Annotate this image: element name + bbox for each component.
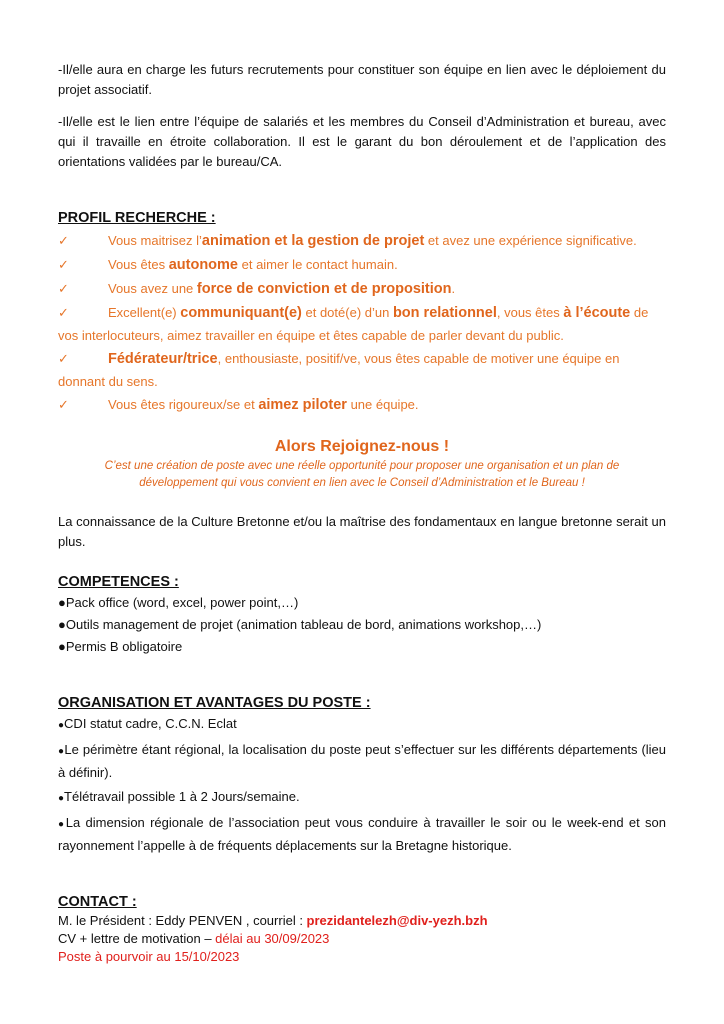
- bullet-icon: ●: [58, 617, 66, 632]
- profil-item-continuation: donnant du sens.: [58, 374, 158, 389]
- list-item: ●Permis B obligatoire: [58, 639, 183, 654]
- checkmark-icon: ✓: [58, 351, 69, 366]
- list-item: ●Outils management de projet (animation tableau de bord, animations workshop,…): [58, 617, 542, 632]
- profil-item: ✓ Vous avez une force de conviction et de proposition.: [58, 277, 666, 301]
- checkmark-icon: ✓: [58, 305, 69, 320]
- intro-paragraph-2: -Il/elle est le lien entre l’équipe de salariés et les membres du Conseil d’Administration et bureau, avec qui il travaille en étroite collaboration. Il est le garant du bon déroulement et de l’application des orientations validées par le bureau/CA.: [58, 114, 666, 169]
- list-item: ●Télétravail possible 1 à 2 Jours/semaine.: [58, 789, 300, 804]
- profil-item: ✓ Vous êtes autonome et aimer le contact humain.: [58, 253, 666, 277]
- checkmark-icon: ✓: [58, 397, 69, 412]
- cta-title: Alors Rejoignez-nous !: [274, 438, 450, 455]
- list-item: ●La dimension régionale de l’association peut vous conduire à travailler le soir ou le week-end et son rayonnement l’appelle à de fréquents déplacements sur la Bretagne historique.: [58, 815, 667, 853]
- checkmark-icon: ✓: [58, 257, 69, 272]
- bullet-icon: ●: [58, 720, 65, 731]
- bullet-icon: ●: [58, 793, 65, 804]
- deadline: délai au 30/09/2023: [215, 931, 330, 946]
- organisation-heading: ORGANISATION ET AVANTAGES DU POSTE :: [58, 695, 371, 711]
- list-item: ●Le périmètre étant régional, la localisation du poste peut s’effectuer sur les différents départements (lieu à définir).: [58, 742, 667, 780]
- intro-paragraph-1: -Il/elle aura en charge les futurs recrutements pour constituer son équipe en lien avec le déploiement du projet associatif.: [58, 62, 666, 97]
- profil-heading: PROFIL RECHERCHE :: [58, 210, 216, 226]
- document-page: [58, 60, 666, 966]
- cta-line-2: développement qui vous convient en lien avec le Conseil d’Administration et le Bureau !: [139, 477, 585, 489]
- contact-line-2: CV + lettre de motivation – délai au 30/09/2023: [58, 931, 330, 946]
- contact-email: prezidantelezh@div-yezh.bzh: [306, 913, 488, 928]
- list-item: ●CDI statut cadre, C.C.N. Eclat: [58, 716, 237, 731]
- bullet-icon: ●: [58, 595, 66, 610]
- bullet-icon: ●: [58, 819, 66, 830]
- profil-item: ✓ Excellent(e) communiquant(e) et doté(e) d’un bon relationnel, vous êtes à l’écoute de: [58, 301, 666, 325]
- list-item: ●Pack office (word, excel, power point,…): [58, 595, 299, 610]
- profil-item: ✓ Vous maitrisez l’animation et la gestion de projet et avez une expérience significative.: [58, 229, 666, 253]
- bullet-icon: ●: [58, 639, 66, 654]
- contact-heading: CONTACT :: [58, 894, 137, 910]
- organisation-list: [58, 713, 666, 856]
- bullet-icon: ●: [58, 746, 65, 757]
- checkmark-icon: ✓: [58, 281, 69, 296]
- start-date: Poste à pourvoir au 15/10/2023: [58, 949, 240, 964]
- contact-line-1: M. le Président : Eddy PENVEN , courriel : prezidantelezh@div-yezh.bzh: [58, 913, 488, 928]
- competences-heading: COMPETENCES :: [58, 574, 179, 590]
- profil-item: ✓ Vous êtes rigoureux/se et aimez piloter une équipe.: [58, 393, 666, 417]
- profil-list: [58, 229, 666, 417]
- competences-list: [58, 592, 666, 658]
- profil-item: ✓ Fédérateur/trice, enthousiaste, positif/ve, vous êtes capable de motiver une équipe en: [58, 347, 666, 371]
- profil-item-continuation: vos interlocuteurs, aimez travailler en équipe et êtes capable de parler devant du public.: [58, 328, 564, 343]
- checkmark-icon: ✓: [58, 233, 69, 248]
- culture-paragraph: La connaissance de la Culture Bretonne et/ou la maîtrise des fondamentaux en langue bretonne serait un plus.: [58, 514, 666, 549]
- cta-line-1: C’est une création de poste avec une réelle opportunité pour proposer une organisation et un plan de: [104, 460, 620, 472]
